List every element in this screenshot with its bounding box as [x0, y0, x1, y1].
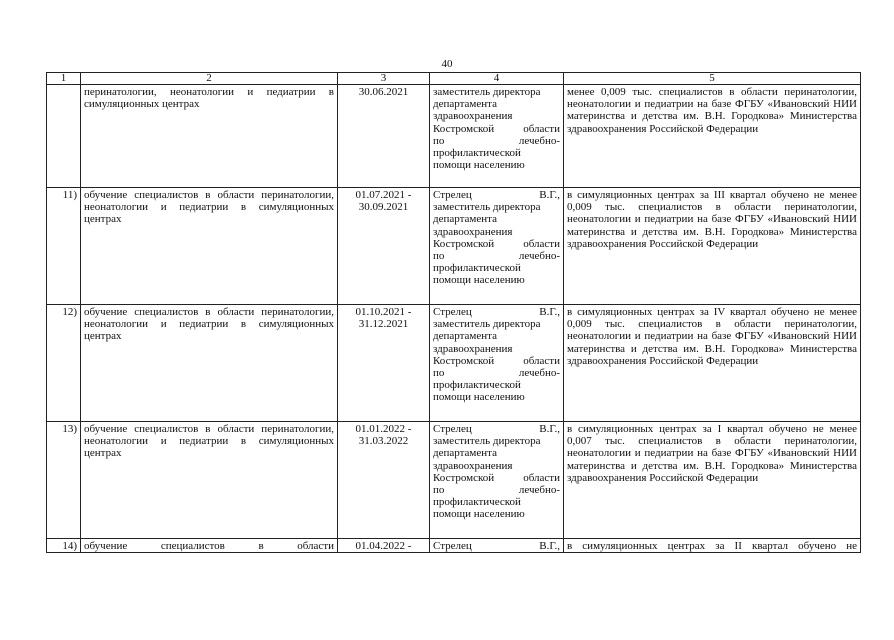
date-start: 01.01.2022 - [355, 423, 412, 435]
responsible-line: по лечебно- [433, 484, 560, 497]
responsible-line: по лечебно- [433, 367, 560, 380]
result-cell: в симуляционных центрах за IV квартал обучено не менее 0,009 тыс. специалистов в области перинатологии, неонатологии и педиатрии на базе ФГБУ «Ивановский НИИ материнства и детства им. В.Н. Городкова» Министерства здравоохранения Российской Федерации [564, 305, 861, 422]
page-number: 40 [441, 58, 453, 70]
responsible-name: Стрелец В.Г., [433, 306, 560, 318]
responsible-cell [430, 188, 564, 305]
row-number [47, 85, 81, 188]
activity-cell [81, 539, 338, 553]
table-row [47, 305, 861, 422]
header-cell: 2 [81, 73, 338, 85]
dates-cell [338, 85, 430, 188]
result-line: в симуляционных центрах за II квартал обучено не [567, 540, 857, 552]
table-row [47, 85, 861, 188]
header-cell: 5 [564, 73, 861, 85]
date-end: 31.12.2021 [358, 318, 409, 331]
responsible-cell [430, 305, 564, 422]
responsible-line: здравоохранения [433, 110, 513, 123]
activity-line: обучение специалистов в области [84, 540, 334, 552]
plan-table [46, 72, 861, 553]
activity-cell: обучение специалистов в области перинатологии, неонатологии и педиатрии в симуляционных центрах [81, 305, 338, 422]
dates-cell [338, 539, 430, 553]
responsible-line: заместитель директора [433, 86, 541, 98]
date-start: 01.04.2022 - [355, 540, 412, 552]
activity-cell: обучение специалистов в области перинатологии, неонатологии и педиатрии в симуляционных центрах [81, 188, 338, 305]
responsible-line: профилактической [433, 147, 521, 160]
date-end: 30.09.2021 [358, 201, 409, 214]
responsible-line: департамента [433, 330, 497, 343]
responsible-line: Костромской области [433, 471, 560, 484]
responsible-line: профилактической [433, 496, 521, 509]
header-cell: 4 [430, 73, 564, 85]
row-number: 12) [47, 305, 81, 422]
responsible-line: помощи населению [433, 159, 525, 172]
date-start: 01.10.2021 - [355, 306, 412, 318]
header-cell: 3 [338, 73, 430, 85]
row-number: 13) [47, 422, 81, 539]
responsible-name: Стрелец В.Г., [433, 540, 560, 552]
responsible-line: здравоохранения [433, 459, 513, 472]
responsible-line: Костромской области [433, 354, 560, 367]
responsible-line: профилактической [433, 262, 521, 275]
row-number: 11) [47, 188, 81, 305]
responsible-line: здравоохранения [433, 225, 513, 238]
responsible-cell [430, 422, 564, 539]
result-cell: в симуляционных центрах за I квартал обучено не менее 0,007 тыс. специалистов в области перинатологии, неонатологии и педиатрии на базе ФГБУ «Ивановский НИИ материнства и детства им. В.Н. Городкова» Министерства здравоохранения Российской Федерации [564, 422, 861, 539]
responsible-cell [430, 539, 564, 553]
responsible-line: по лечебно- [433, 250, 560, 263]
responsible-line: Костромской области [433, 237, 560, 250]
responsible-name: Стрелец В.Г., [433, 423, 560, 435]
dates-cell [338, 305, 430, 422]
responsible-line: здравоохранения [433, 342, 513, 355]
dates-cell [338, 188, 430, 305]
result-cell [564, 539, 861, 553]
activity-cell: перинатологии, неонатологии и педиатрии в симуляционных центрах [81, 85, 338, 188]
date-start: 01.07.2021 - [355, 189, 412, 201]
activity-cell: обучение специалистов в области перинатологии, неонатологии и педиатрии в симуляционных центрах [81, 422, 338, 539]
responsible-cell [430, 85, 564, 188]
dates-cell [338, 422, 430, 539]
responsible-line: помощи населению [433, 274, 525, 287]
date-end: 31.03.2022 [358, 435, 409, 448]
responsible-line: профилактической [433, 379, 521, 392]
responsible-line: департамента [433, 447, 497, 460]
table-row [47, 188, 861, 305]
result-cell: в симуляционных центрах за III квартал обучено не менее 0,009 тыс. специалистов в области перинатологии, неонатологии и педиатрии на базе ФГБУ «Ивановский НИИ материнства и детства им. В.Н. Городкова» Министерства здравоохранения Российской Федерации [564, 188, 861, 305]
responsible-line: заместитель директора [433, 201, 541, 214]
responsible-line: по лечебно- [433, 134, 560, 147]
row-number: 14) [47, 539, 81, 553]
responsible-line: заместитель директора [433, 435, 541, 448]
responsible-line: Костромской области [433, 122, 560, 135]
responsible-line: департамента [433, 98, 497, 111]
responsible-line: заместитель директора [433, 318, 541, 331]
table-header-row [47, 73, 861, 85]
table-row [47, 539, 861, 553]
header-cell: 1 [47, 73, 81, 85]
responsible-line: помощи населению [433, 508, 525, 521]
table-row [47, 422, 861, 539]
result-cell: менее 0,009 тыс. специалистов в области перинатологии, неонатологии и педиатрии на базе ФГБУ «Ивановский НИИ материнства и детства им. В.Н. Городкова» Министерства здравоохранения Российской Федерации [564, 85, 861, 188]
responsible-line: департамента [433, 213, 497, 226]
responsible-line: помощи населению [433, 391, 525, 404]
date-start: 30.06.2021 [358, 86, 409, 98]
responsible-name: Стрелец В.Г., [433, 189, 560, 201]
